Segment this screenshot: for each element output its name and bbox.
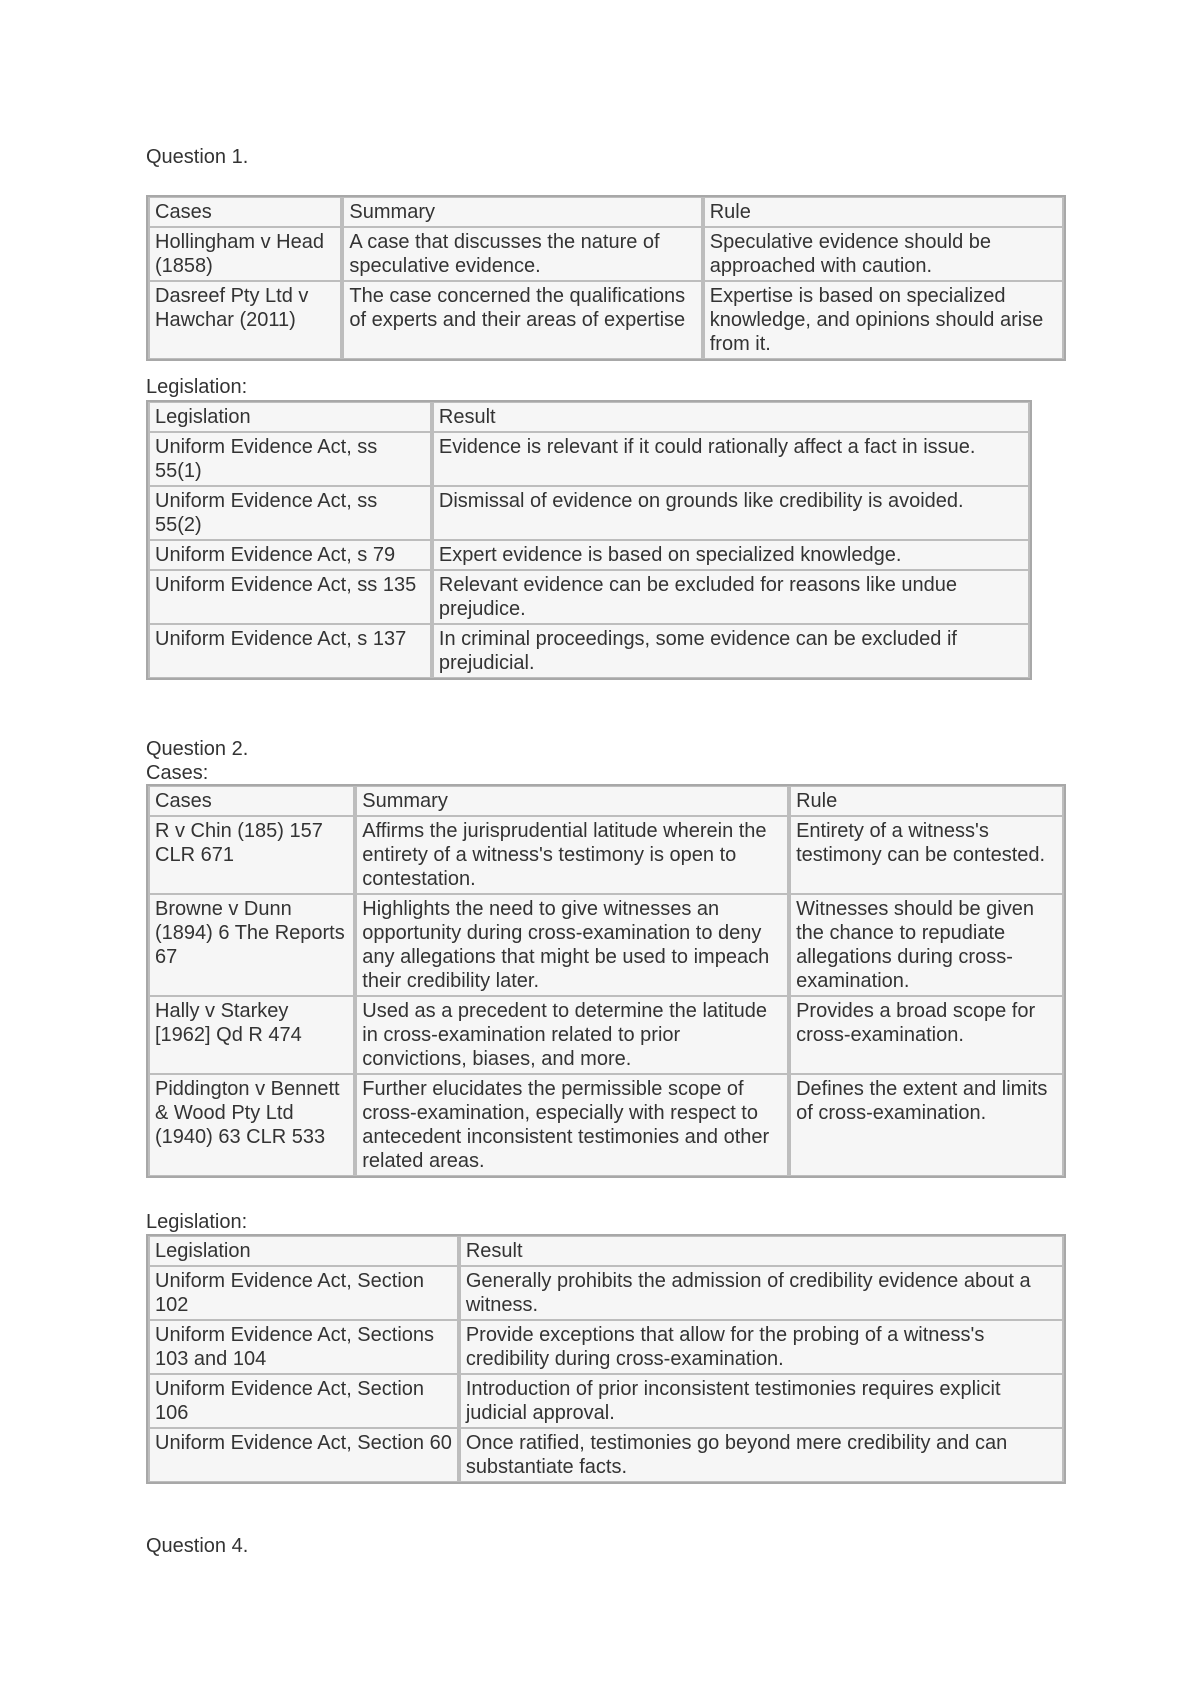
table-cell: Uniform Evidence Act, Section 106 bbox=[148, 1374, 459, 1428]
q1-legislation-table-wrapper bbox=[146, 400, 1032, 680]
table-cell: Hally v Starkey [1962] Qd R 474 bbox=[148, 996, 355, 1074]
table-cell: Expert evidence is based on specialized knowledge. bbox=[432, 540, 1030, 570]
q2-legislation-row bbox=[148, 1428, 1064, 1482]
q2-cases-row bbox=[148, 894, 1064, 996]
q1-cases-row bbox=[148, 227, 1064, 281]
q2-legislation-row bbox=[148, 1320, 1064, 1374]
table-cell: Expertise is based on specialized knowledge, and opinions should arise from it. bbox=[703, 281, 1064, 359]
table-cell: Speculative evidence should be approached with caution. bbox=[703, 227, 1064, 281]
column-header: Legislation bbox=[148, 1236, 459, 1266]
q1-cases-row bbox=[148, 281, 1064, 359]
q1-cases-table bbox=[146, 195, 1066, 361]
q2-legislation-table bbox=[146, 1234, 1066, 1484]
column-header: Rule bbox=[703, 197, 1064, 227]
table-cell: Hollingham v Head (1858) bbox=[148, 227, 342, 281]
q2-cases-table bbox=[146, 784, 1066, 1178]
table-cell: Entirety of a witness's testimony can be contested. bbox=[789, 816, 1064, 894]
table-cell: Defines the extent and limits of cross-examination. bbox=[789, 1074, 1064, 1176]
table-cell: Uniform Evidence Act, Section 102 bbox=[148, 1266, 459, 1320]
table-cell: Affirms the jurisprudential latitude wherein the entirety of a witness's testimony is open to contestation. bbox=[355, 816, 789, 894]
table-cell: Highlights the need to give witnesses an opportunity during cross-examination to deny any allegations that might be used to impeach their credibility later. bbox=[355, 894, 789, 996]
table-cell: Browne v Dunn (1894) 6 The Reports 67 bbox=[148, 894, 355, 996]
column-header: Summary bbox=[342, 197, 702, 227]
q2-legislation-row bbox=[148, 1266, 1064, 1320]
table-cell: R v Chin (185) 157 CLR 671 bbox=[148, 816, 355, 894]
q2-cases-row bbox=[148, 1074, 1064, 1176]
q1-legislation-row bbox=[148, 570, 1030, 624]
table-cell: Piddington v Bennett & Wood Pty Ltd (1940) 63 CLR 533 bbox=[148, 1074, 355, 1176]
question-4-heading: Question 4. bbox=[146, 1535, 249, 1557]
column-header: Result bbox=[459, 1236, 1064, 1266]
table-cell: Provide exceptions that allow for the probing of a witness's credibility during cross-examination. bbox=[459, 1320, 1064, 1374]
q1-cases-header-row bbox=[148, 197, 1064, 227]
q2-legislation-row bbox=[148, 1374, 1064, 1428]
table-cell: Dasreef Pty Ltd v Hawchar (2011) bbox=[148, 281, 342, 359]
q2-legislation-header-row bbox=[148, 1236, 1064, 1266]
column-header: Cases bbox=[148, 197, 342, 227]
table-cell: Provides a broad scope for cross-examination. bbox=[789, 996, 1064, 1074]
question-1-heading: Question 1. bbox=[146, 146, 249, 168]
q2-cases-label: Cases: bbox=[146, 762, 209, 784]
q1-legislation-row bbox=[148, 486, 1030, 540]
table-cell: Uniform Evidence Act, Section 60 bbox=[148, 1428, 459, 1482]
q2-cases-header-row bbox=[148, 786, 1064, 816]
column-header: Summary bbox=[355, 786, 789, 816]
column-header: Legislation bbox=[148, 402, 432, 432]
q1-cases-table-wrapper bbox=[146, 195, 1066, 361]
table-cell: Used as a precedent to determine the latitude in cross-examination related to prior convictions, biases, and more. bbox=[355, 996, 789, 1074]
table-cell: Dismissal of evidence on grounds like credibility is avoided. bbox=[432, 486, 1030, 540]
column-header: Rule bbox=[789, 786, 1064, 816]
q2-cases-row bbox=[148, 996, 1064, 1074]
table-cell: Uniform Evidence Act, ss 135 bbox=[148, 570, 432, 624]
table-cell: Uniform Evidence Act, Sections 103 and 104 bbox=[148, 1320, 459, 1374]
q2-legislation-table-wrapper bbox=[146, 1234, 1066, 1484]
table-cell: Evidence is relevant if it could rationally affect a fact in issue. bbox=[432, 432, 1030, 486]
question-2-heading: Question 2. bbox=[146, 738, 249, 760]
q1-legislation-table bbox=[146, 400, 1032, 680]
table-cell: A case that discusses the nature of speculative evidence. bbox=[342, 227, 702, 281]
table-cell: The case concerned the qualifications of experts and their areas of expertise bbox=[342, 281, 702, 359]
table-cell: Witnesses should be given the chance to repudiate allegations during cross-examination. bbox=[789, 894, 1064, 996]
table-cell: Generally prohibits the admission of credibility evidence about a witness. bbox=[459, 1266, 1064, 1320]
table-cell: Uniform Evidence Act, s 79 bbox=[148, 540, 432, 570]
table-cell: In criminal proceedings, some evidence can be excluded if prejudicial. bbox=[432, 624, 1030, 678]
q2-cases-table-wrapper bbox=[146, 784, 1066, 1178]
q2-legislation-label: Legislation: bbox=[146, 1211, 248, 1233]
column-header: Cases bbox=[148, 786, 355, 816]
q2-cases-row bbox=[148, 816, 1064, 894]
table-cell: Further elucidates the permissible scope of cross-examination, especially with respect to antecedent inconsistent testimonies and other related areas. bbox=[355, 1074, 789, 1176]
q1-legislation-row bbox=[148, 432, 1030, 486]
q1-legislation-row bbox=[148, 540, 1030, 570]
q1-legislation-label: Legislation: bbox=[146, 376, 248, 398]
table-cell: Uniform Evidence Act, ss 55(2) bbox=[148, 486, 432, 540]
table-cell: Once ratified, testimonies go beyond mere credibility and can substantiate facts. bbox=[459, 1428, 1064, 1482]
table-cell: Uniform Evidence Act, s 137 bbox=[148, 624, 432, 678]
table-cell: Introduction of prior inconsistent testimonies requires explicit judicial approval. bbox=[459, 1374, 1064, 1428]
column-header: Result bbox=[432, 402, 1030, 432]
q1-legislation-header-row bbox=[148, 402, 1030, 432]
q1-legislation-row bbox=[148, 624, 1030, 678]
table-cell: Uniform Evidence Act, ss 55(1) bbox=[148, 432, 432, 486]
table-cell: Relevant evidence can be excluded for reasons like undue prejudice. bbox=[432, 570, 1030, 624]
